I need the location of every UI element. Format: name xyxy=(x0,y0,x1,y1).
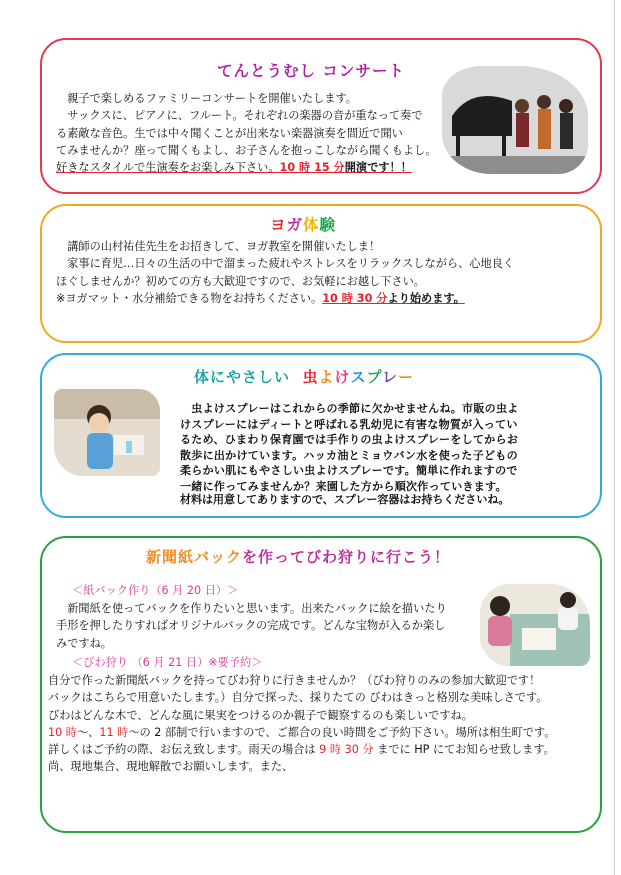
spray-title-char: プ xyxy=(366,368,382,386)
yoga-line-text: ※ヨガマット・水分補給できる物をお持ちください。 xyxy=(56,291,323,305)
bag-making-body xyxy=(56,600,476,652)
yoga-title-char: ヨ xyxy=(270,216,287,234)
concert-section xyxy=(40,38,602,194)
spray-title-char: レ xyxy=(381,368,398,386)
yoga-line-last xyxy=(56,290,591,307)
page-edge-line xyxy=(614,0,615,875)
spray-title-main: 体にやさしい xyxy=(194,368,291,386)
bag-line: 新聞紙を使ってバックを作りたいと思います。出来たバックに絵を描いたり xyxy=(56,602,447,615)
yoga-title xyxy=(270,213,336,235)
yoga-line: 家事に育児…日々の生活の中で溜まった疲れやストレスをリラックスしながら、心地良く xyxy=(56,257,515,271)
bag-making-heading: ＜紙バック作り（6 月 20 日）＞ xyxy=(72,584,239,597)
spray-title-char: け xyxy=(334,368,351,386)
concert-body xyxy=(56,90,456,176)
biwa-picking-body xyxy=(48,672,598,776)
bag-line: 手形を押したりすればオリジナルバックの完成です。どんな宝物が入るか楽し xyxy=(56,619,446,633)
concert-line-text: 好きなスタイルで生演奏をお楽しみ下さい。 xyxy=(56,161,280,175)
yoga-body xyxy=(56,238,591,307)
spray-line: けスプレーにはディートと呼ばれる乳幼児に有害な物質が入ってい xyxy=(180,417,518,431)
spray-title-char: 虫 xyxy=(302,368,319,386)
spray-note: 材料は用意してありますので、スプレー容器はお持ちくださいね。 xyxy=(180,493,510,506)
concert-start-label: 開演です！！ xyxy=(344,161,412,175)
yoga-start-label: より始めます。 xyxy=(387,291,465,305)
bag-making-photo xyxy=(480,584,590,666)
concert-line: る素敵な音色。生では中々聞くことが出来ない楽器演奏を間近で聞い xyxy=(56,126,403,140)
spray-line: 柔らかい肌にもやさしい虫よけスプレーです。簡単に作れますので xyxy=(180,464,518,478)
spray-title-char: ー xyxy=(397,368,414,386)
biwa-title xyxy=(146,546,450,567)
biwa-time-line xyxy=(48,724,598,741)
concert-title: てんとうむし コンサート xyxy=(217,62,405,80)
biwa-time-sep: ～、 xyxy=(76,725,100,739)
biwa-line-last: 尚、現地集合、現地解散でお願いします。また、 xyxy=(48,760,294,774)
spray-title-char: よ xyxy=(318,368,335,386)
spray-title-char: ス xyxy=(350,368,367,386)
concert-line: サックスに、ピアノに、フルート。それぞれの楽器の音が重なって奏で xyxy=(56,109,423,123)
spray-body xyxy=(180,401,588,495)
spray-line: 散歩に出かけています。ハッカ油とミョウバン水を使った子どもの xyxy=(180,448,518,462)
concert-photo xyxy=(442,66,588,174)
spray-line: るため、ひまわり保育園では手作りの虫よけスプレーをしてからお xyxy=(180,433,519,447)
bag-line: みですね。 xyxy=(56,636,112,650)
biwa-title-main: 新聞紙バック xyxy=(146,548,243,566)
yoga-title-char: ガ xyxy=(286,216,304,234)
yoga-time: 10 時 30 分 xyxy=(322,291,388,305)
concert-line: 親子で楽しめるファミリーコンサートを開催いたします。 xyxy=(56,92,357,105)
biwa-section xyxy=(40,536,602,833)
yoga-line: ほぐしませんか？初めての方も大歓迎ですので、お気軽にお越し下さい。 xyxy=(56,274,425,288)
biwa-line: バックはこちらで用意いたします。）自分で探った、採りたての びわはきっと格別な美味しさです。 xyxy=(48,691,548,705)
spray-photo xyxy=(54,389,160,476)
spray-line: 虫よけスプレーはこれからの季節に欠かせませんね。市販の虫よ xyxy=(180,402,519,415)
biwa-line: 自分で作った新聞紙バックを持ってびわ狩りに行きませんか？（びわ狩りのみの参加大歓迎です！ xyxy=(48,674,541,687)
biwa-time-rest: ～の 2 部制で行いますので、ご都合の良い時間をご予約下さい。場所は相生町です。 xyxy=(128,725,556,739)
biwa-line: びわはどんな木で、どんな風に果実をつけるのか親子で観察するのも楽しいですね。 xyxy=(48,708,473,722)
yoga-title-char: 体 xyxy=(303,216,320,234)
biwa-title-rest: を作ってびわ狩りに行こう！ xyxy=(242,548,451,566)
biwa-rain-suffix: までに HP にてお知らせ致します。 xyxy=(377,743,555,757)
concert-line-last xyxy=(56,159,456,176)
concert-time: 10 時 15 分 xyxy=(279,161,345,175)
biwa-time-3: 9 時 30 分 xyxy=(319,743,374,757)
yoga-section xyxy=(40,204,602,343)
biwa-rain-line xyxy=(48,741,598,758)
concert-line: てみませんか？座って聞くもよし、お子さんを抱っこしながら聞くもよし。 xyxy=(56,143,437,157)
biwa-rain-prefix: 詳しくはご予約の際、お伝え致します。雨天の場合は xyxy=(48,743,316,757)
spray-section xyxy=(40,353,602,518)
biwa-time-2: 11 時 xyxy=(99,725,129,739)
yoga-title-char: 験 xyxy=(319,216,337,234)
spray-line: 一緒に作ってみませんか？来園した方から順次作っていきます。 xyxy=(180,479,507,493)
biwa-time-1: 10 時 xyxy=(48,725,77,739)
biwa-picking-heading: ＜びわ狩り （6 月 21 日）※要予約＞ xyxy=(72,656,263,669)
yoga-line: 講師の山村祐佳先生をお招きして、ヨガ教室を開催いたしま！ xyxy=(56,240,381,253)
spray-title xyxy=(194,366,414,387)
